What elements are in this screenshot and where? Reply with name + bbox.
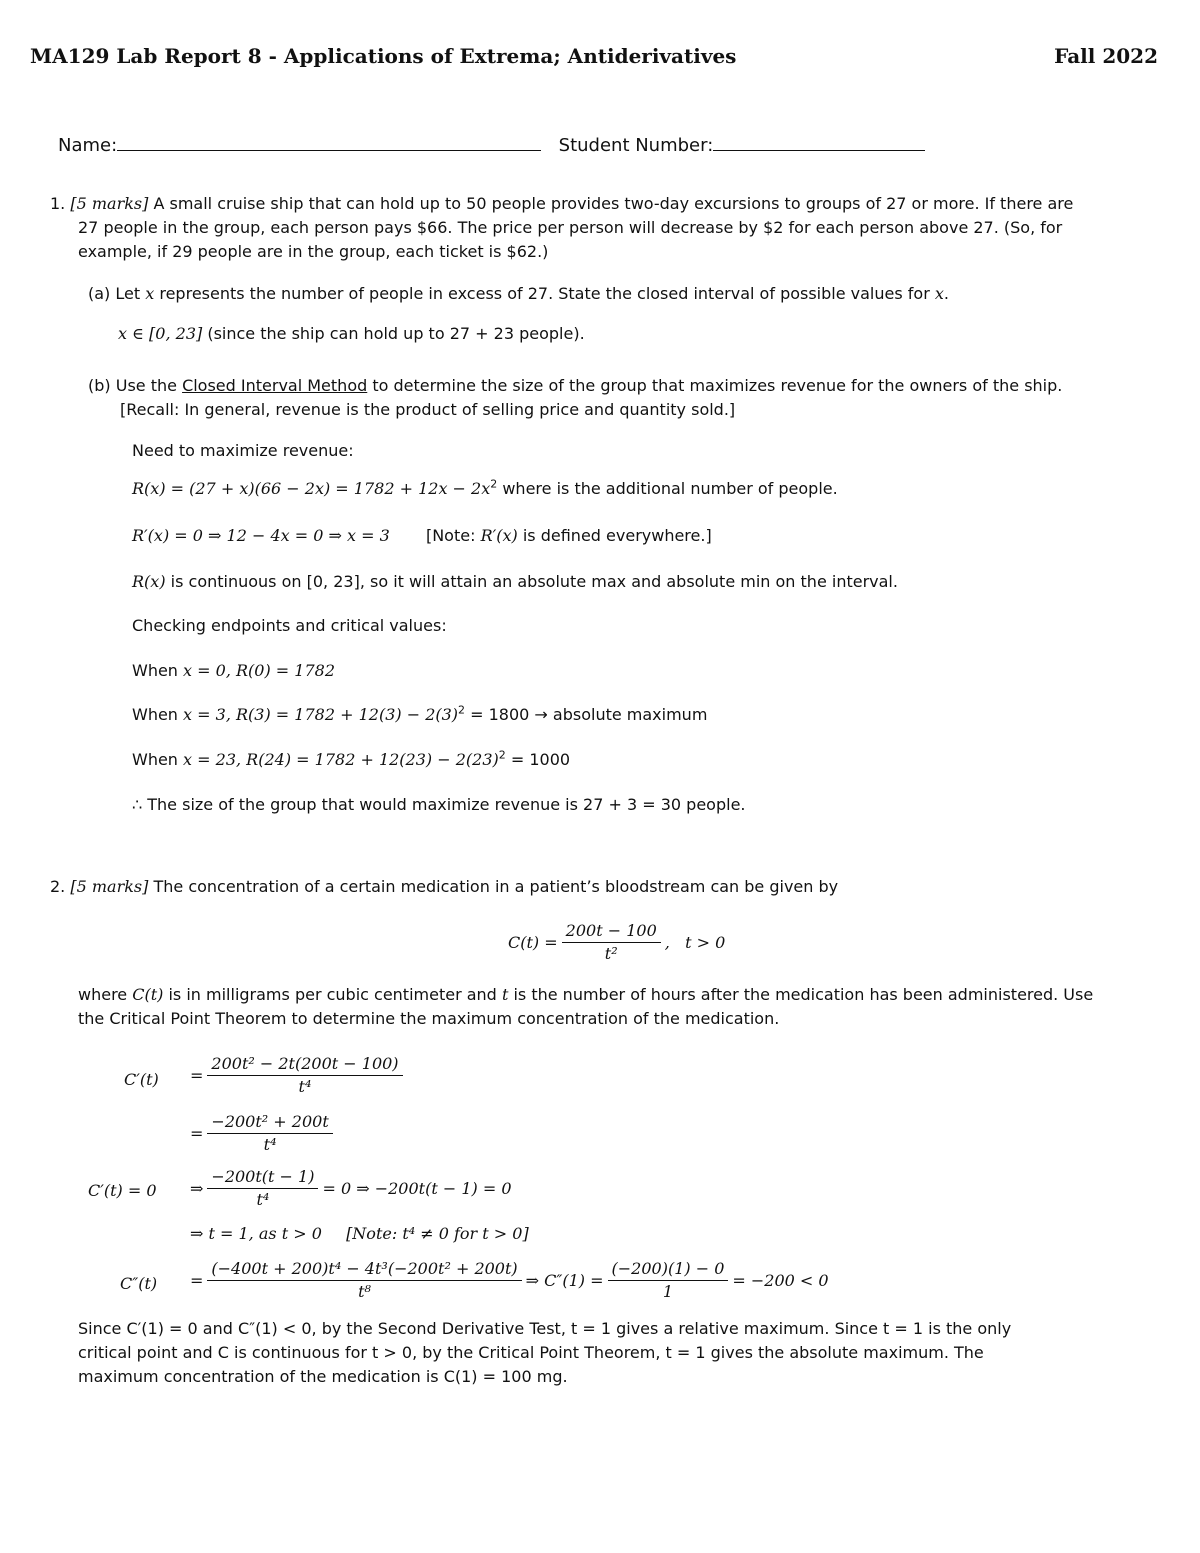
- q2-line-1: [50, 877, 838, 897]
- var-x: x: [145, 284, 155, 303]
- d5-denominator-2: 1: [662, 1282, 674, 1301]
- var-t: t: [501, 985, 509, 1004]
- q2-marks: [5 marks]: [70, 877, 149, 896]
- d2-numerator: −200t² + 200t: [207, 1111, 332, 1134]
- d4-text: ⇒ t = 1, as t > 0: [190, 1224, 322, 1243]
- term-label: Fall 2022: [1054, 44, 1158, 68]
- q1b-label: (b): [88, 376, 111, 395]
- eval-x0: x = 0, R(0) = 1782: [183, 661, 336, 680]
- q1a-q-pre: Let: [115, 284, 141, 303]
- d3-denominator: t⁴: [256, 1190, 270, 1209]
- q1b-step-4-post: is continuous on [0, 23], so it will attain an absolute max and absolute min on the interval.: [170, 572, 898, 591]
- q1b-recall: [Recall: In general, revenue is the product of selling price and quantity sold.]: [120, 400, 736, 419]
- var-x: x: [934, 284, 944, 303]
- fn-denominator: t²: [604, 944, 618, 963]
- implies: ⇒: [190, 1179, 204, 1198]
- name-label: Name:: [58, 135, 118, 156]
- r-prime: R′(x): [480, 526, 518, 545]
- q2-number: 2.: [50, 877, 66, 896]
- exponent: 2: [458, 703, 466, 717]
- d5-post: = −200 < 0: [732, 1271, 829, 1290]
- q2-text-2: the Critical Point Theorem to determine the maximum concentration of the medication.: [78, 1009, 780, 1028]
- fn-fraction: [562, 920, 661, 965]
- eval-x23: x = 23, R(24) = 1782 + 12(23) − 2(23): [183, 750, 499, 769]
- fn-numerator: 200t − 100: [562, 920, 661, 943]
- closed-interval-method: Closed Interval Method: [182, 376, 368, 395]
- q1b-step-7: [132, 705, 707, 725]
- q1b-conclusion: ∴ The size of the group that would maximize revenue is 27 + 3 = 30 people.: [132, 795, 746, 814]
- name-row: [58, 136, 925, 156]
- when-label: When: [132, 705, 178, 724]
- q1a-answer: [118, 324, 585, 344]
- d1-rhs: [190, 1053, 407, 1098]
- document-title: MA129 Lab Report 8 - Applications of Extrema; Antiderivatives: [30, 44, 737, 68]
- concentration-function: [508, 920, 725, 965]
- d5-rhs: [190, 1258, 829, 1303]
- d3-lhs: C′(t) = 0: [88, 1181, 157, 1200]
- q1b-question: [88, 376, 1062, 396]
- q1-text-3: example, if 29 people are in the group, each ticket is $62.): [78, 242, 549, 261]
- q1a-question: [88, 284, 949, 304]
- d2-fraction: [207, 1111, 332, 1156]
- d3-fraction: [207, 1166, 318, 1211]
- d1-fraction: [207, 1053, 402, 1098]
- d1-lhs: C′(t): [124, 1070, 159, 1089]
- note-pre: [Note:: [425, 526, 476, 545]
- c-of-t: C(t): [132, 985, 164, 1004]
- q2-text-1-pre: where: [78, 985, 128, 1004]
- r-of-x: R(x): [132, 572, 166, 591]
- q1-text-2: 27 people in the group, each person pays $66. The price per person will decrease by $2 for each person above 27. (So, for: [78, 218, 1063, 237]
- q2-text-1-mid: is in milligrams per cubic centimeter and: [168, 985, 497, 1004]
- d5-numerator-2: (−200)(1) − 0: [608, 1258, 729, 1281]
- q1-marks: [5 marks]: [70, 194, 149, 213]
- equals: =: [190, 1271, 204, 1290]
- q1b-step-8: [132, 750, 570, 770]
- name-field[interactable]: [117, 136, 541, 151]
- d5-mid: ⇒ C″(1) =: [525, 1271, 604, 1290]
- d1-numerator: 200t² − 2t(200t − 100): [207, 1053, 402, 1076]
- interval-expression: x ∈ [0, 23]: [118, 324, 203, 343]
- note-post: is defined everywhere.]: [522, 526, 712, 545]
- q2-conclusion-3: maximum concentration of the medication is C(1) = 100 mg.: [78, 1367, 568, 1386]
- d3-numerator: −200t(t − 1): [207, 1166, 318, 1189]
- q1b-q-post: to determine the size of the group that maximizes revenue for the owners of the ship.: [372, 376, 1063, 395]
- period: .: [943, 284, 949, 303]
- q1b-step-1: Need to maximize revenue:: [132, 441, 354, 460]
- d1-denominator: t⁴: [298, 1077, 312, 1096]
- revenue-function: R(x) = (27 + x)(66 − 2x) = 1782 + 12x − 2x: [132, 479, 491, 498]
- q1b-step-5: Checking endpoints and critical values:: [132, 616, 447, 635]
- q1-number: 1.: [50, 194, 66, 213]
- q1a-label: (a): [88, 284, 111, 303]
- fn-condition: , t > 0: [664, 933, 726, 952]
- q1b-q-pre: Use the: [115, 376, 177, 395]
- q2-text-1-post: is the number of hours after the medication has been administered. Use: [513, 985, 1094, 1004]
- equals: =: [190, 1066, 204, 1085]
- d5-numerator: (−400t + 200)t⁴ − 4t³(−200t² + 200t): [207, 1258, 521, 1281]
- when-label: When: [132, 750, 178, 769]
- student-number-label: Student Number:: [558, 135, 714, 156]
- d3-post: = 0 ⇒ −200t(t − 1) = 0: [322, 1179, 512, 1198]
- exponent: 2: [498, 748, 506, 762]
- q1b-step-3: [132, 526, 712, 546]
- q2-conclusion-2: critical point and C is continuous for t > 0, by the Critical Point Theorem, t = 1 gives the absolute maximum. The: [78, 1343, 984, 1362]
- q1a-answer-post: (since the ship can hold up to 27 + 23 people).: [207, 324, 585, 343]
- derivative-equation: R′(x) = 0 ⇒ 12 − 4x = 0 ⇒ x = 3: [132, 526, 390, 545]
- exponent: 2: [490, 477, 498, 491]
- q1b-step-6: [132, 661, 335, 681]
- d4-note: [Note: t⁴ ≠ 0 for t > 0]: [346, 1224, 529, 1243]
- q1a-q-post: represents the number of people in excess of 27. State the closed interval of possible values for: [159, 284, 930, 303]
- q1b-step-2-post: where is the additional number of people.: [502, 479, 838, 498]
- equals: =: [190, 1124, 204, 1143]
- q1-text-1: A small cruise ship that can hold up to 50 people provides two-day excursions to groups of 27 or more. If there are: [153, 194, 1074, 213]
- q1b-step-4: [132, 572, 898, 592]
- student-number-field[interactable]: [713, 136, 925, 151]
- d2-rhs: [190, 1111, 337, 1156]
- when-label: When: [132, 661, 178, 680]
- q2-conclusion-1: Since C′(1) = 0 and C″(1) < 0, by the Second Derivative Test, t = 1 gives a relative maximum. Since t = 1 is the only: [78, 1319, 1012, 1338]
- d3-rhs: [190, 1166, 512, 1211]
- d5-denominator: t⁸: [358, 1282, 371, 1301]
- d5-lhs: C″(t): [120, 1274, 158, 1293]
- q2-text-1: [78, 985, 1093, 1005]
- d5-fraction: [207, 1258, 521, 1303]
- q1-line-1: [50, 194, 1073, 214]
- d5-fraction-2: [608, 1258, 729, 1303]
- eval-x23-post: = 1000: [510, 750, 571, 769]
- fn-lhs: C(t) =: [508, 933, 558, 952]
- d4-line: [190, 1224, 529, 1244]
- eval-x3: x = 3, R(3) = 1782 + 12(3) − 2(3): [183, 705, 459, 724]
- q2-intro: The concentration of a certain medication in a patient’s bloodstream can be given by: [153, 877, 839, 896]
- eval-x3-post: = 1800 → absolute maximum: [470, 705, 708, 724]
- d2-denominator: t⁴: [263, 1135, 277, 1154]
- q1b-step-2: [132, 479, 838, 499]
